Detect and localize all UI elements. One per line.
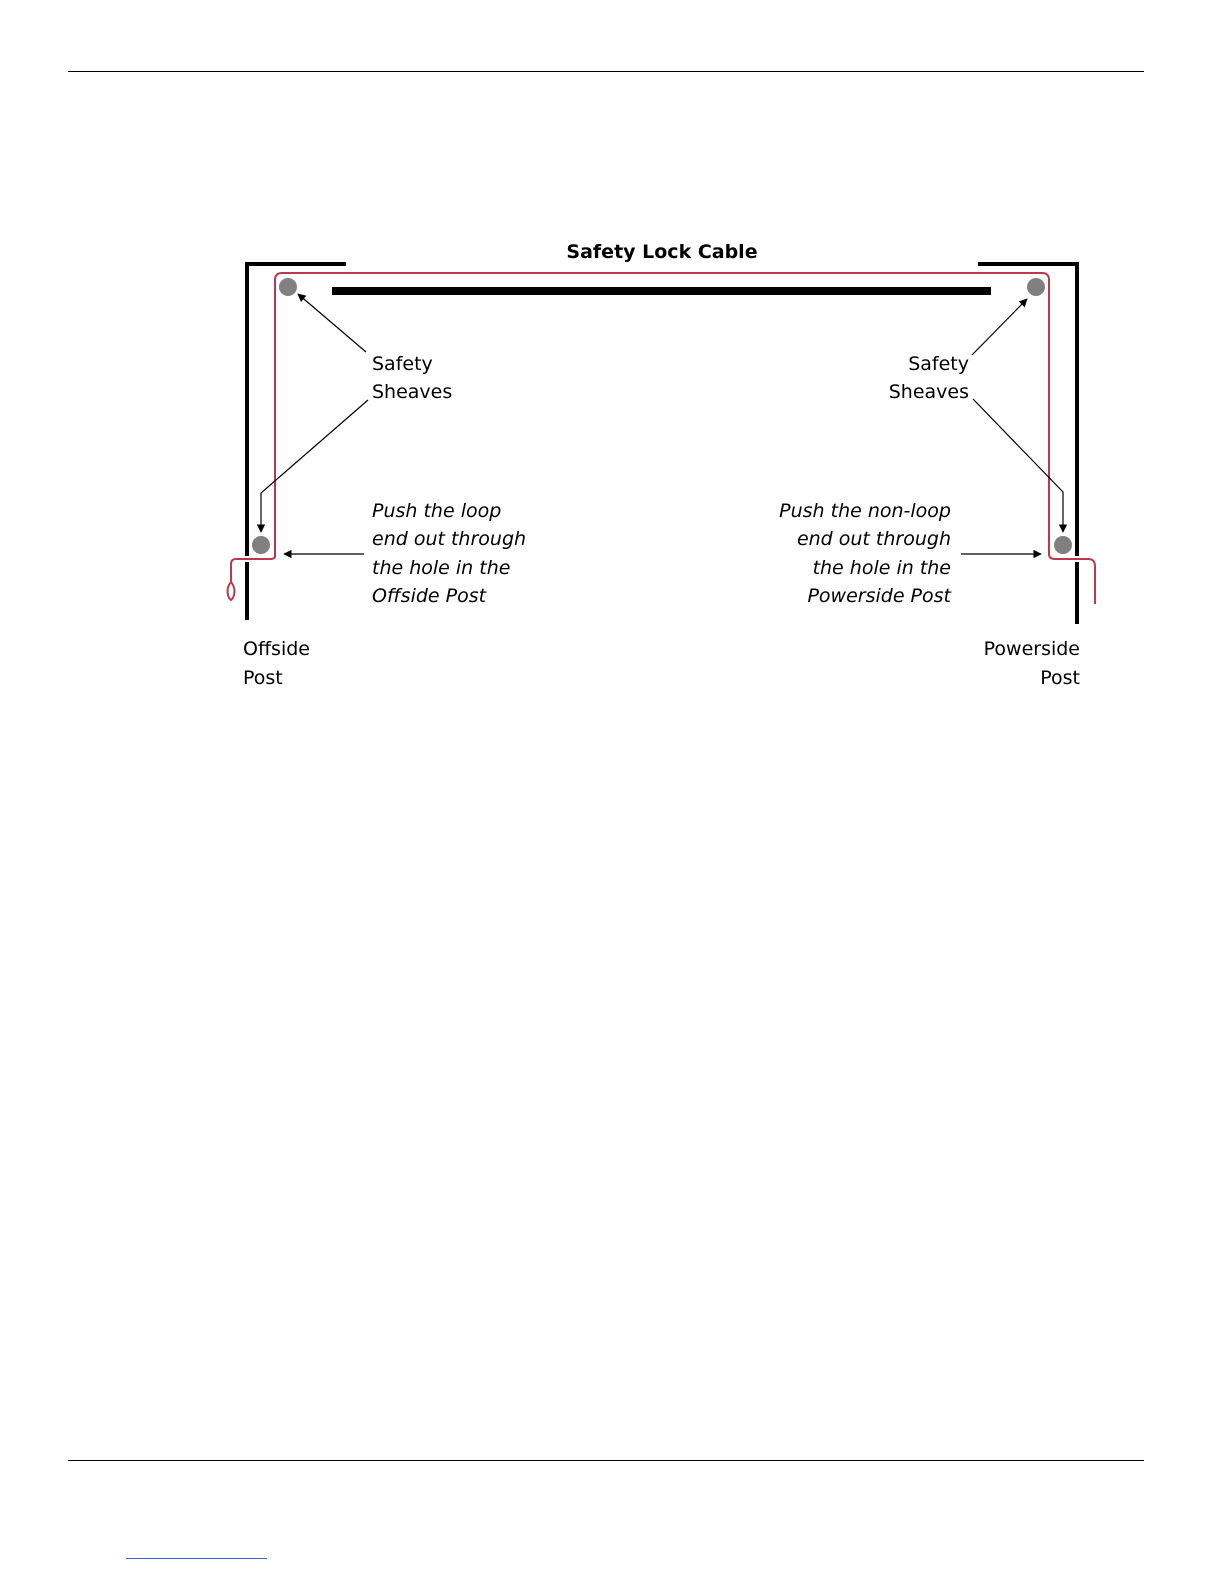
svg-text:the hole in the: the hole in the — [812, 557, 951, 579]
svg-text:Powerside: Powerside — [983, 638, 1080, 660]
offside-post — [247, 264, 346, 620]
diagram-title: Safety Lock Cable — [566, 241, 758, 263]
powerside-instruction — [779, 500, 952, 607]
svg-text:Post: Post — [1040, 667, 1080, 689]
svg-text:Push the loop: Push the loop — [372, 500, 502, 522]
svg-text:Push the non-loop: Push the non-loop — [779, 500, 951, 522]
svg-text:Offside: Offside — [243, 638, 310, 660]
arrow-left-sheave-top — [298, 294, 366, 352]
offside-post-frame-upper — [247, 264, 346, 556]
cable-loop-end — [228, 582, 235, 600]
powerside-post-frame-upper — [978, 264, 1077, 556]
svg-text:the hole in the: the hole in the — [372, 557, 511, 579]
svg-text:end out through: end out through — [796, 528, 951, 550]
label-sheaves-left — [372, 353, 452, 403]
label-offside-post — [243, 638, 310, 689]
label-powerside-post — [984, 638, 1080, 689]
label-sheaves-right — [889, 353, 969, 403]
cable-offside-exit — [231, 556, 275, 582]
offside-instruction — [372, 500, 526, 607]
svg-text:Sheaves: Sheaves — [888, 381, 969, 403]
svg-text:Post: Post — [243, 667, 283, 689]
sheave-top-right — [1027, 278, 1045, 296]
svg-text:Sheaves: Sheaves — [372, 381, 453, 403]
svg-text:end out through: end out through — [372, 528, 527, 550]
sheave-bottom-left — [252, 536, 270, 554]
svg-text:Safety: Safety — [372, 353, 433, 375]
svg-text:Safety: Safety — [908, 353, 969, 375]
powerside-post — [978, 264, 1077, 624]
arrow-left-sheave-bottom — [261, 400, 368, 532]
svg-text:Offside Post: Offside Post — [372, 585, 487, 607]
sheave-top-left — [279, 278, 297, 296]
sheave-bottom-right — [1054, 536, 1072, 554]
footer-rule — [68, 1460, 1144, 1461]
svg-text:Powerside Post: Powerside Post — [807, 585, 951, 607]
arrow-right-sheave-top — [972, 299, 1027, 355]
footer-link-underline[interactable] — [126, 1558, 267, 1559]
